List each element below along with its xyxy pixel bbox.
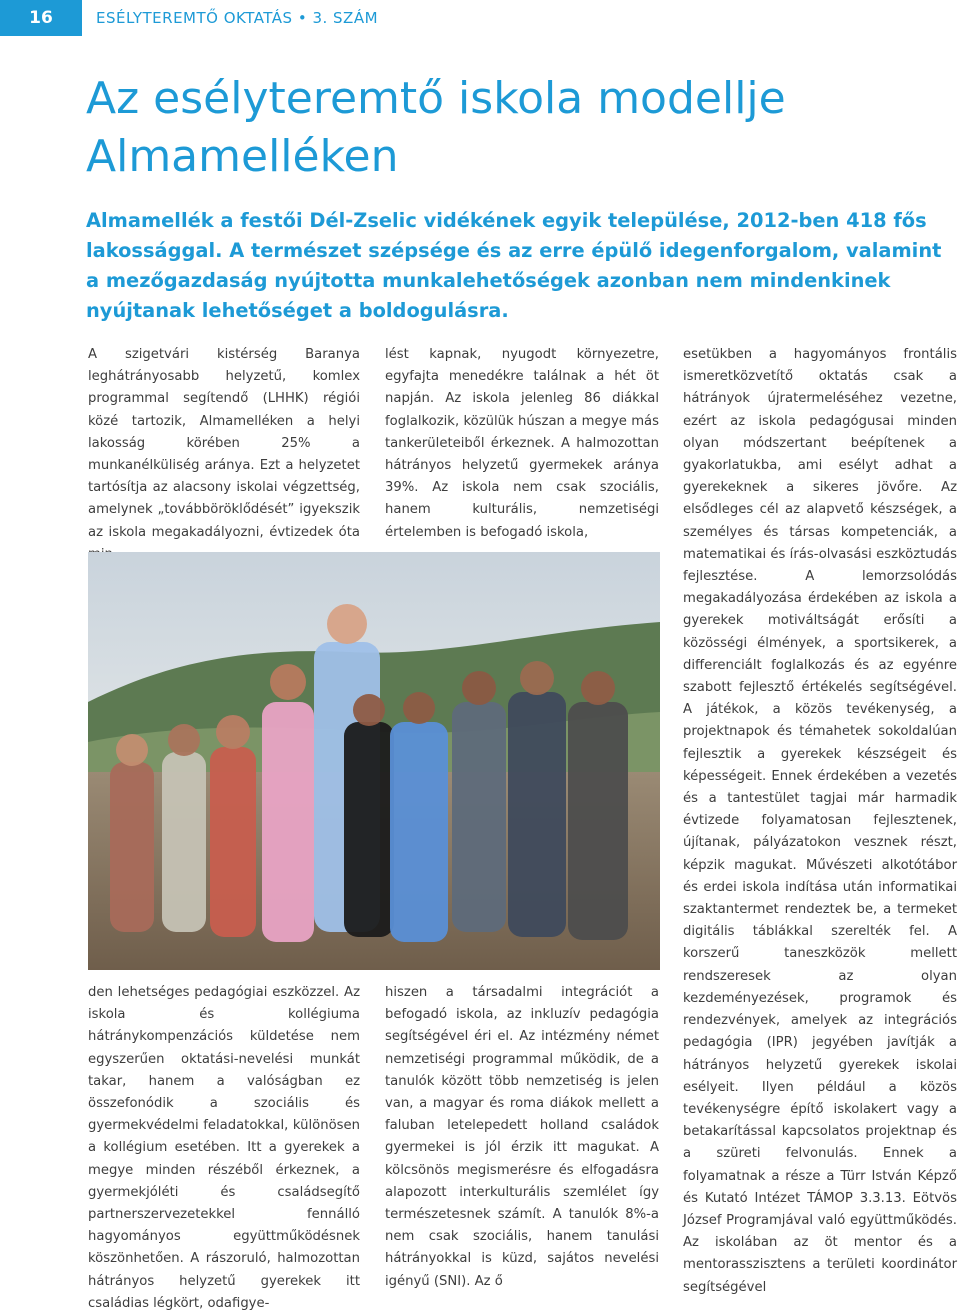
running-title: ESÉLYTEREMTŐ OKTATÁS • 3. SZÁM (96, 9, 379, 27)
column-3: esetükben a hagyományos frontális ismeretközvetítő oktatás csak a hátrányok újratermeléséhez vezetne, ezért az iskola pedagógusai minden olyan módszertant beépítenek a gyakorlatukba, ami esélyt adhat a gyerekeknek a sikeres jövőre. Az elsődleges cél az alapvető készségek, a személyes és társas kompetenciák, a matematikai és írás-olvasási eszköztudás fejlesztése. A lemorzsolódás megakadályozása érdekében az iskola a gyerekek motiváltságát erősíti a közösségi élmények, a sportsikerek, a differenciált foglalkozás és az egyénre szabott fejlesztő értékelés segítségével. A játékok, a közös tevékenység, a projektnapok és témahetek sokoldalúan fejlesztik a gyerekek készségeit és képességeit. Ennek érdekében a vezetés és a tantestület tagjai már harmadik évtizede folyamatosan fejlesztenek, újítanak, pályázatokon vesznek részt, képzik magukat. Művészeti alkotótábor és erdei iskola indítása után informatikai szaktantermet rendeztek be, a termeket digitális táblákkal szerelték fel. A korszerű taneszközök mellett rendszeresek az olyan kezdeményezések, programok és rendezvények, amelyek az integrációs pedagógia (IPR) jegyében javítják a hátrányos helyzetű gyerekek iskolai esélyeit. Ilyen például a közös tevékenységre építő iskolakert vagy a betakarítással kapcsolatos projektnap és a szüreti felvonulás. Ennek a folyamatnak a része a Türr István Képző és Kutató Intézet TÁMOP 3.3.13. Eötvös József Programjával való együttműködés. Az iskolában az öt mentor és a mentorasszisztens a területi koordinátor segítségével (683, 347, 957, 1295)
column-2-bottom: hiszen a társadalmi integrációt a befogadó iskola, az inkluzív pedagógia segítségével éri el. Az intézmény német nemzetiségi programmal működik, de a tanulók között több nemzetiség is jelen van, a magyar és roma diákok mellett a faluban letelepedett holland családok gyermekei is jól érzik itt magukat. A kölcsönös megismerésre és elfogadásra alapozott interkulturális szemlélet így természetesnek számít. A tanulók 8%-a nem csak szociális, hanem tanulási hátrányokkal is küzd, sajátos nevelési igényű (SNI). Az ő (385, 985, 659, 1289)
header-bar (0, 0, 960, 36)
page-number: 16 (0, 0, 82, 36)
article-photo (88, 552, 660, 970)
article-lead: Almamellék a festői Dél-Zselic vidékének egyik települése, 2012-ben 418 fős lakossággal. A természet szépsége és az erre épülő idegenforgalom, valamint a mezőgazdaság nyújtotta munkalehetőségek azonban nem mindenkinek nyújtanak lehetőséget a boldogulásra. (86, 209, 942, 322)
column-1-top: A szigetvári kistérség Baranya leghátrányosabb helyzetű, komlex programmal segítendő (LHHK) régiói közé tartozik, Almamelléken a helyi lakosság körében 25% a munkanélküliség aránya. Ezt a helyzetet tartósítja az alacsony iskolai végzettség, amelynek „továbböröklődését” igyekszik az iskola megakadályozni, évtizedek óta (88, 347, 360, 540)
column-2-top: lést kapnak, nyugodt környezetre, egyfajta menedékre találnak a hét öt napján. Az iskola jelenleg 86 diákkal foglalkozik, közülük húszan a megye más tankerületeiből érkeznek. A halmozottan hátrányos helyzetű gyermekek aránya 39%. Az iskola nem csak szociális, hanem kulturális, nemzetiségi értelemben is befogadó iskola, (385, 347, 659, 540)
article-title: Az esélyteremtő iskola modellje Almamelléken (86, 73, 786, 182)
photo-illustration (88, 552, 660, 970)
column-1-bottom: den lehetséges pedagógiai eszközzel. Az iskola és kollégiuma hátránykompenzációs küldetése nem egyszerűen oktatási-nevelési munkát takar, hanem a valóságban ez összefonódik a szociális és gyermekvédelmi feladatokkal, különösen a kollégium esetében. Itt a gyerekek a megye minden részéből érkeznek, a gyermekjóléti és családsegítő partnerszervezetekkel fennálló hagyományos együttműködésnek köszönhetően. A rászoruló, halmozottan hátrányos helyzetű gyerekek itt családias légkört, odafigye- (88, 985, 360, 1311)
